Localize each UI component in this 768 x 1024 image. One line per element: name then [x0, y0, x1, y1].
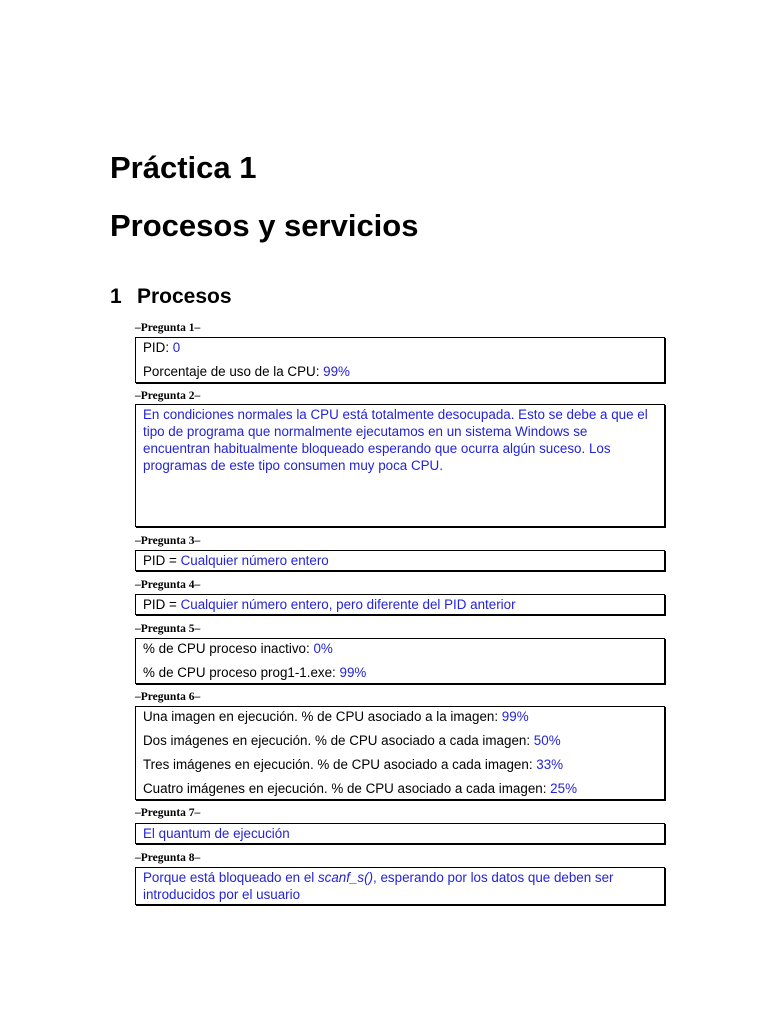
question-label-7: –Pregunta 7–: [135, 807, 201, 819]
function-name: scanf_s(): [317, 870, 374, 885]
line-answer: Cualquier número entero, pero diferente del PID anterior: [180, 597, 516, 612]
answer-part: Porque está bloqueado en el: [143, 870, 318, 885]
answer-line: [143, 640, 657, 657]
line-answer: 25%: [550, 781, 577, 796]
question-label-8: –Pregunta 8–: [135, 852, 201, 864]
line-prompt: Una imagen en ejecución. % de CPU asociado a la imagen:: [143, 709, 502, 724]
question-label-2: –Pregunta 2–: [135, 390, 201, 402]
question-label-3: –Pregunta 3–: [135, 535, 201, 547]
answer-box-6: [135, 706, 665, 800]
answer-line: El quantum de ejecución: [143, 826, 290, 841]
chapter-number: Práctica 1: [110, 150, 257, 185]
answer-box-3: [135, 550, 665, 571]
answer-line: [143, 664, 657, 681]
line-answer: 99%: [323, 364, 350, 379]
section-title: Procesos: [137, 285, 232, 308]
line-prompt: Tres imágenes en ejecución. % de CPU asociado a cada imagen:: [143, 757, 537, 772]
line-answer: 33%: [536, 757, 564, 772]
question-label-4: –Pregunta 4–: [135, 579, 201, 591]
line-prompt: PID =: [143, 553, 181, 568]
answer-line: [143, 756, 657, 773]
line-prompt: Dos imágenes en ejecución. % de CPU asociado a cada imagen:: [143, 733, 534, 748]
answer-box-2: [135, 404, 665, 527]
answer-part: , esperando por los datos que deben ser introducidos por el usuario: [143, 870, 614, 902]
question-label-1: –Pregunta 1–: [135, 322, 201, 334]
line-answer: 0: [172, 340, 181, 355]
line-answer: 99%: [501, 709, 529, 724]
answer-line: [143, 552, 657, 569]
line-prompt: PID:: [143, 340, 173, 355]
answer-box-1: [135, 337, 665, 383]
answer-line: [143, 363, 657, 380]
answer-paragraph: [143, 869, 657, 903]
line-prompt: Cuatro imágenes en ejecución. % de CPU asociado a cada imagen:: [143, 781, 551, 796]
chapter-title: Procesos y servicios: [110, 208, 419, 243]
answer-paragraph: En condiciones normales la CPU está totalmente desocupada. Esto se debe a que el tipo de programa que normalmente ejecutamos en un sistema Windows se encuentran habitualmente bloqueado esperando que ocurra algún suceso. Los programas de este tipo consumen muy poca CPU.: [143, 407, 648, 473]
line-answer: Cualquier número entero: [180, 553, 329, 568]
answer-line: [143, 339, 657, 356]
answer-box-7: [135, 823, 665, 844]
line-answer: 99%: [339, 665, 367, 680]
answer-box-8: [135, 867, 665, 905]
line-prompt: PID =: [143, 597, 181, 612]
answer-box-5: [135, 638, 665, 684]
answer-line: [143, 732, 657, 749]
section-number: 1: [110, 285, 122, 308]
line-prompt: % de CPU proceso prog1-1.exe:: [143, 665, 340, 680]
answer-line: [143, 780, 657, 797]
line-answer: 0%: [313, 641, 333, 656]
line-answer: 50%: [533, 733, 561, 748]
answer-line: [143, 708, 657, 725]
question-label-6: –Pregunta 6–: [135, 691, 201, 703]
answer-line: [143, 596, 657, 613]
answer-box-4: [135, 594, 665, 615]
line-prompt: % de CPU proceso inactivo:: [143, 641, 314, 656]
line-prompt: Porcentaje de uso de la CPU:: [143, 364, 324, 379]
question-label-5: –Pregunta 5–: [135, 623, 201, 635]
section-heading: [110, 283, 232, 311]
